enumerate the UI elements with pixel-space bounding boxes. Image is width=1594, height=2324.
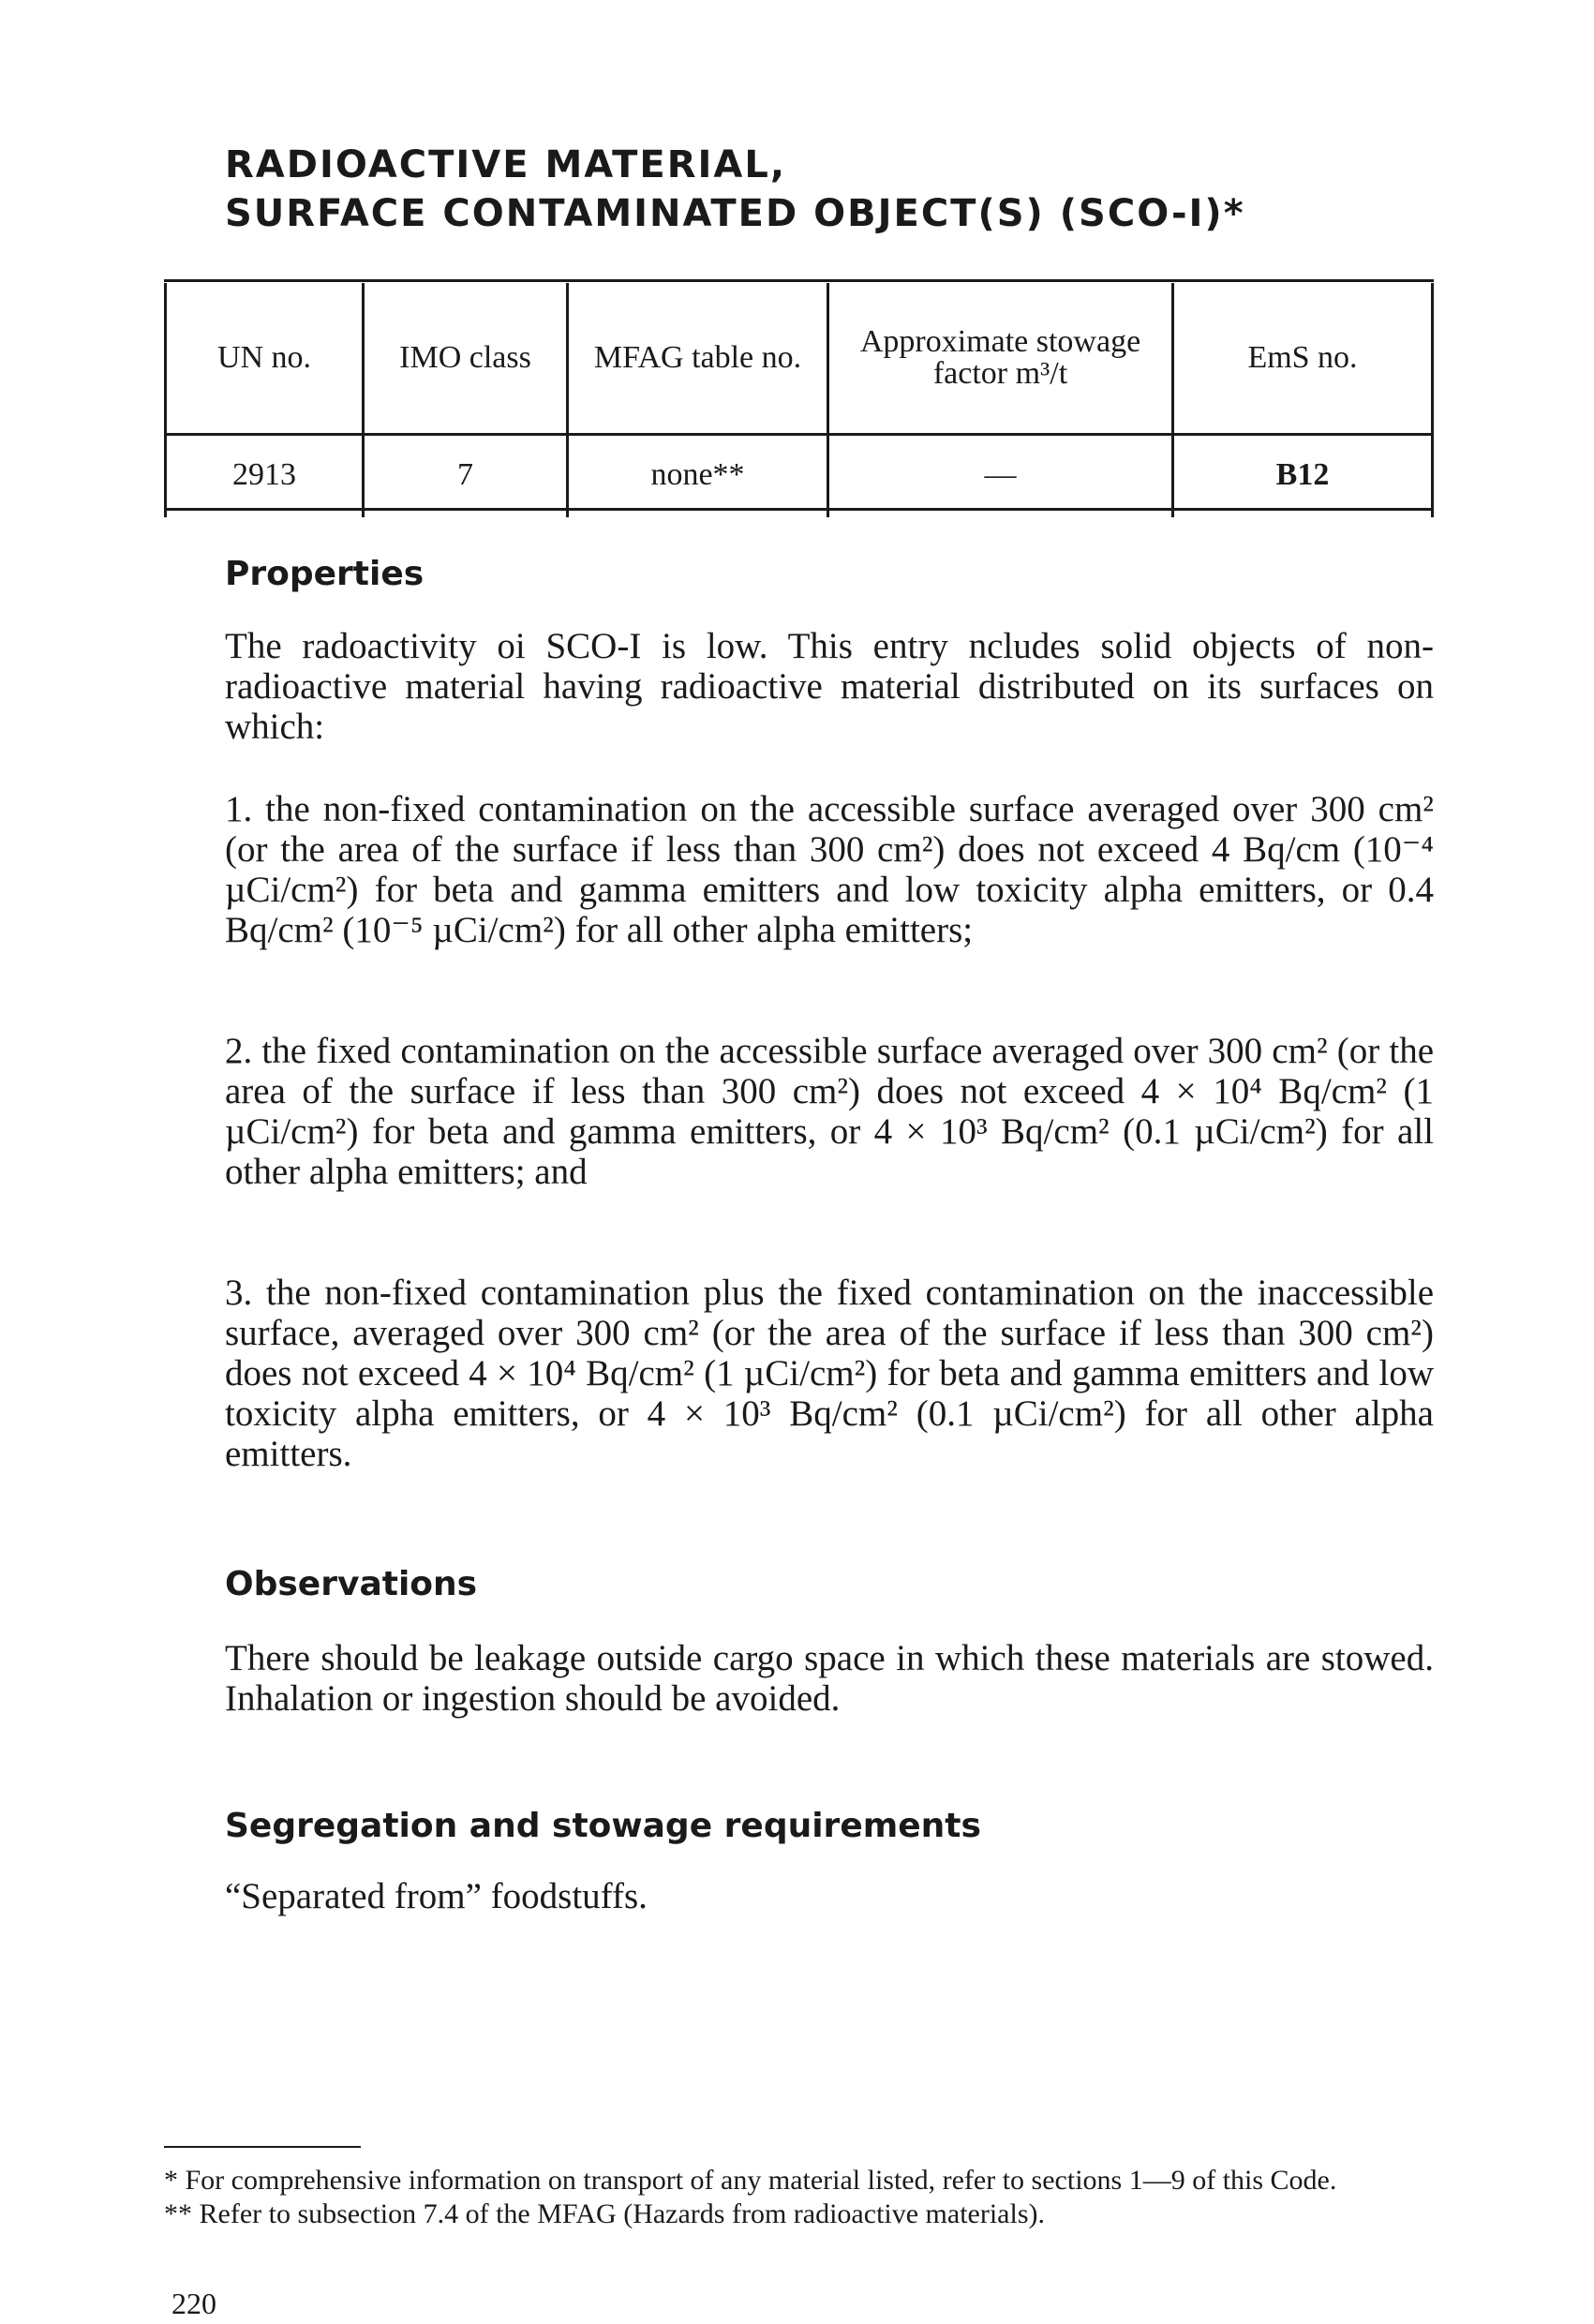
title-line-2: SURFACE CONTAMINATED OBJECT(S) (SCO-I)* bbox=[225, 192, 1245, 235]
footnote-divider bbox=[164, 2146, 361, 2148]
properties-heading: Properties bbox=[225, 555, 425, 593]
properties-item-2: 2. the fixed contamination on the accessible surface averaged over 300 cm² (or the area of the surface if less than 300 cm²) does not exceed 4 × 10⁴ Bq/cm² (1 µCi/cm²) for beta and gamma emitters, or 4 × 10³ Bq/cm² (0.1 µCi/cm²) for all other alpha emitters; and bbox=[225, 1031, 1434, 1192]
header-ems-no: EmS no. bbox=[1174, 283, 1434, 433]
header-stowage-factor: Approximate stowage factor m³/t bbox=[829, 283, 1174, 433]
page-number: 220 bbox=[171, 2287, 216, 2320]
header-un-no: UN no. bbox=[164, 283, 365, 433]
footnote-1: * For comprehensive information on transport of any material listed, refer to sections 1—9 of this Code. bbox=[164, 2165, 1337, 2196]
value-ems-no: B12 bbox=[1174, 433, 1434, 517]
document-title bbox=[225, 141, 1245, 238]
table-header-row bbox=[164, 283, 1434, 433]
cargo-data-table bbox=[164, 283, 1434, 517]
properties-item-1: 1. the non-fixed contamination on the accessible surface averaged over 300 cm² (or the area of the surface if less than 300 cm²) does not exceed 4 Bq/cm (10⁻⁴ µCi/cm²) for beta and gamma emitters and low toxicity alpha emitters, or 0.4 Bq/cm² (10⁻⁵ µCi/cm²) for all other alpha emitters; bbox=[225, 789, 1434, 950]
segregation-heading: Segregation and stowage requirements bbox=[225, 1807, 981, 1845]
value-un-no: 2913 bbox=[164, 433, 365, 517]
table-top-rule bbox=[164, 279, 1434, 282]
header-mfag-table: MFAG table no. bbox=[569, 283, 829, 433]
value-stowage-factor: — bbox=[829, 433, 1174, 517]
properties-item-3: 3. the non-fixed contamination plus the fixed contamination on the inaccessible surface, averaged over 300 cm² (or the area of the surface if less than 300 cm²) does not exceed 4 × 10⁴ Bq/cm² (1 µCi/cm²) for beta and gamma emitters and low toxicity alpha emitters, or 4 × 10³ Bq/cm² (0.1 µCi/cm²) for all other alpha emitters. bbox=[225, 1273, 1434, 1474]
table-row bbox=[164, 433, 1434, 517]
segregation-text: “Separated from” foodstuffs. bbox=[225, 1876, 648, 1916]
title-line-1: RADIOACTIVE MATERIAL, bbox=[225, 143, 787, 186]
value-mfag-table: none** bbox=[569, 433, 829, 517]
footnote-2: ** Refer to subsection 7.4 of the MFAG (Hazards from radioactive materials). bbox=[164, 2198, 1045, 2229]
header-imo-class: IMO class bbox=[365, 283, 569, 433]
observations-text: There should be leakage outside cargo space in which these materials are stowed. Inhalation or ingestion should be avoided. bbox=[225, 1638, 1434, 1719]
observations-heading: Observations bbox=[225, 1565, 478, 1603]
value-imo-class: 7 bbox=[365, 433, 569, 517]
properties-intro: The radoactivity oi SCO-I is low. This entry ncludes solid objects of non-radioactive material having radioactive material distributed on its surfaces on which: bbox=[225, 626, 1434, 747]
